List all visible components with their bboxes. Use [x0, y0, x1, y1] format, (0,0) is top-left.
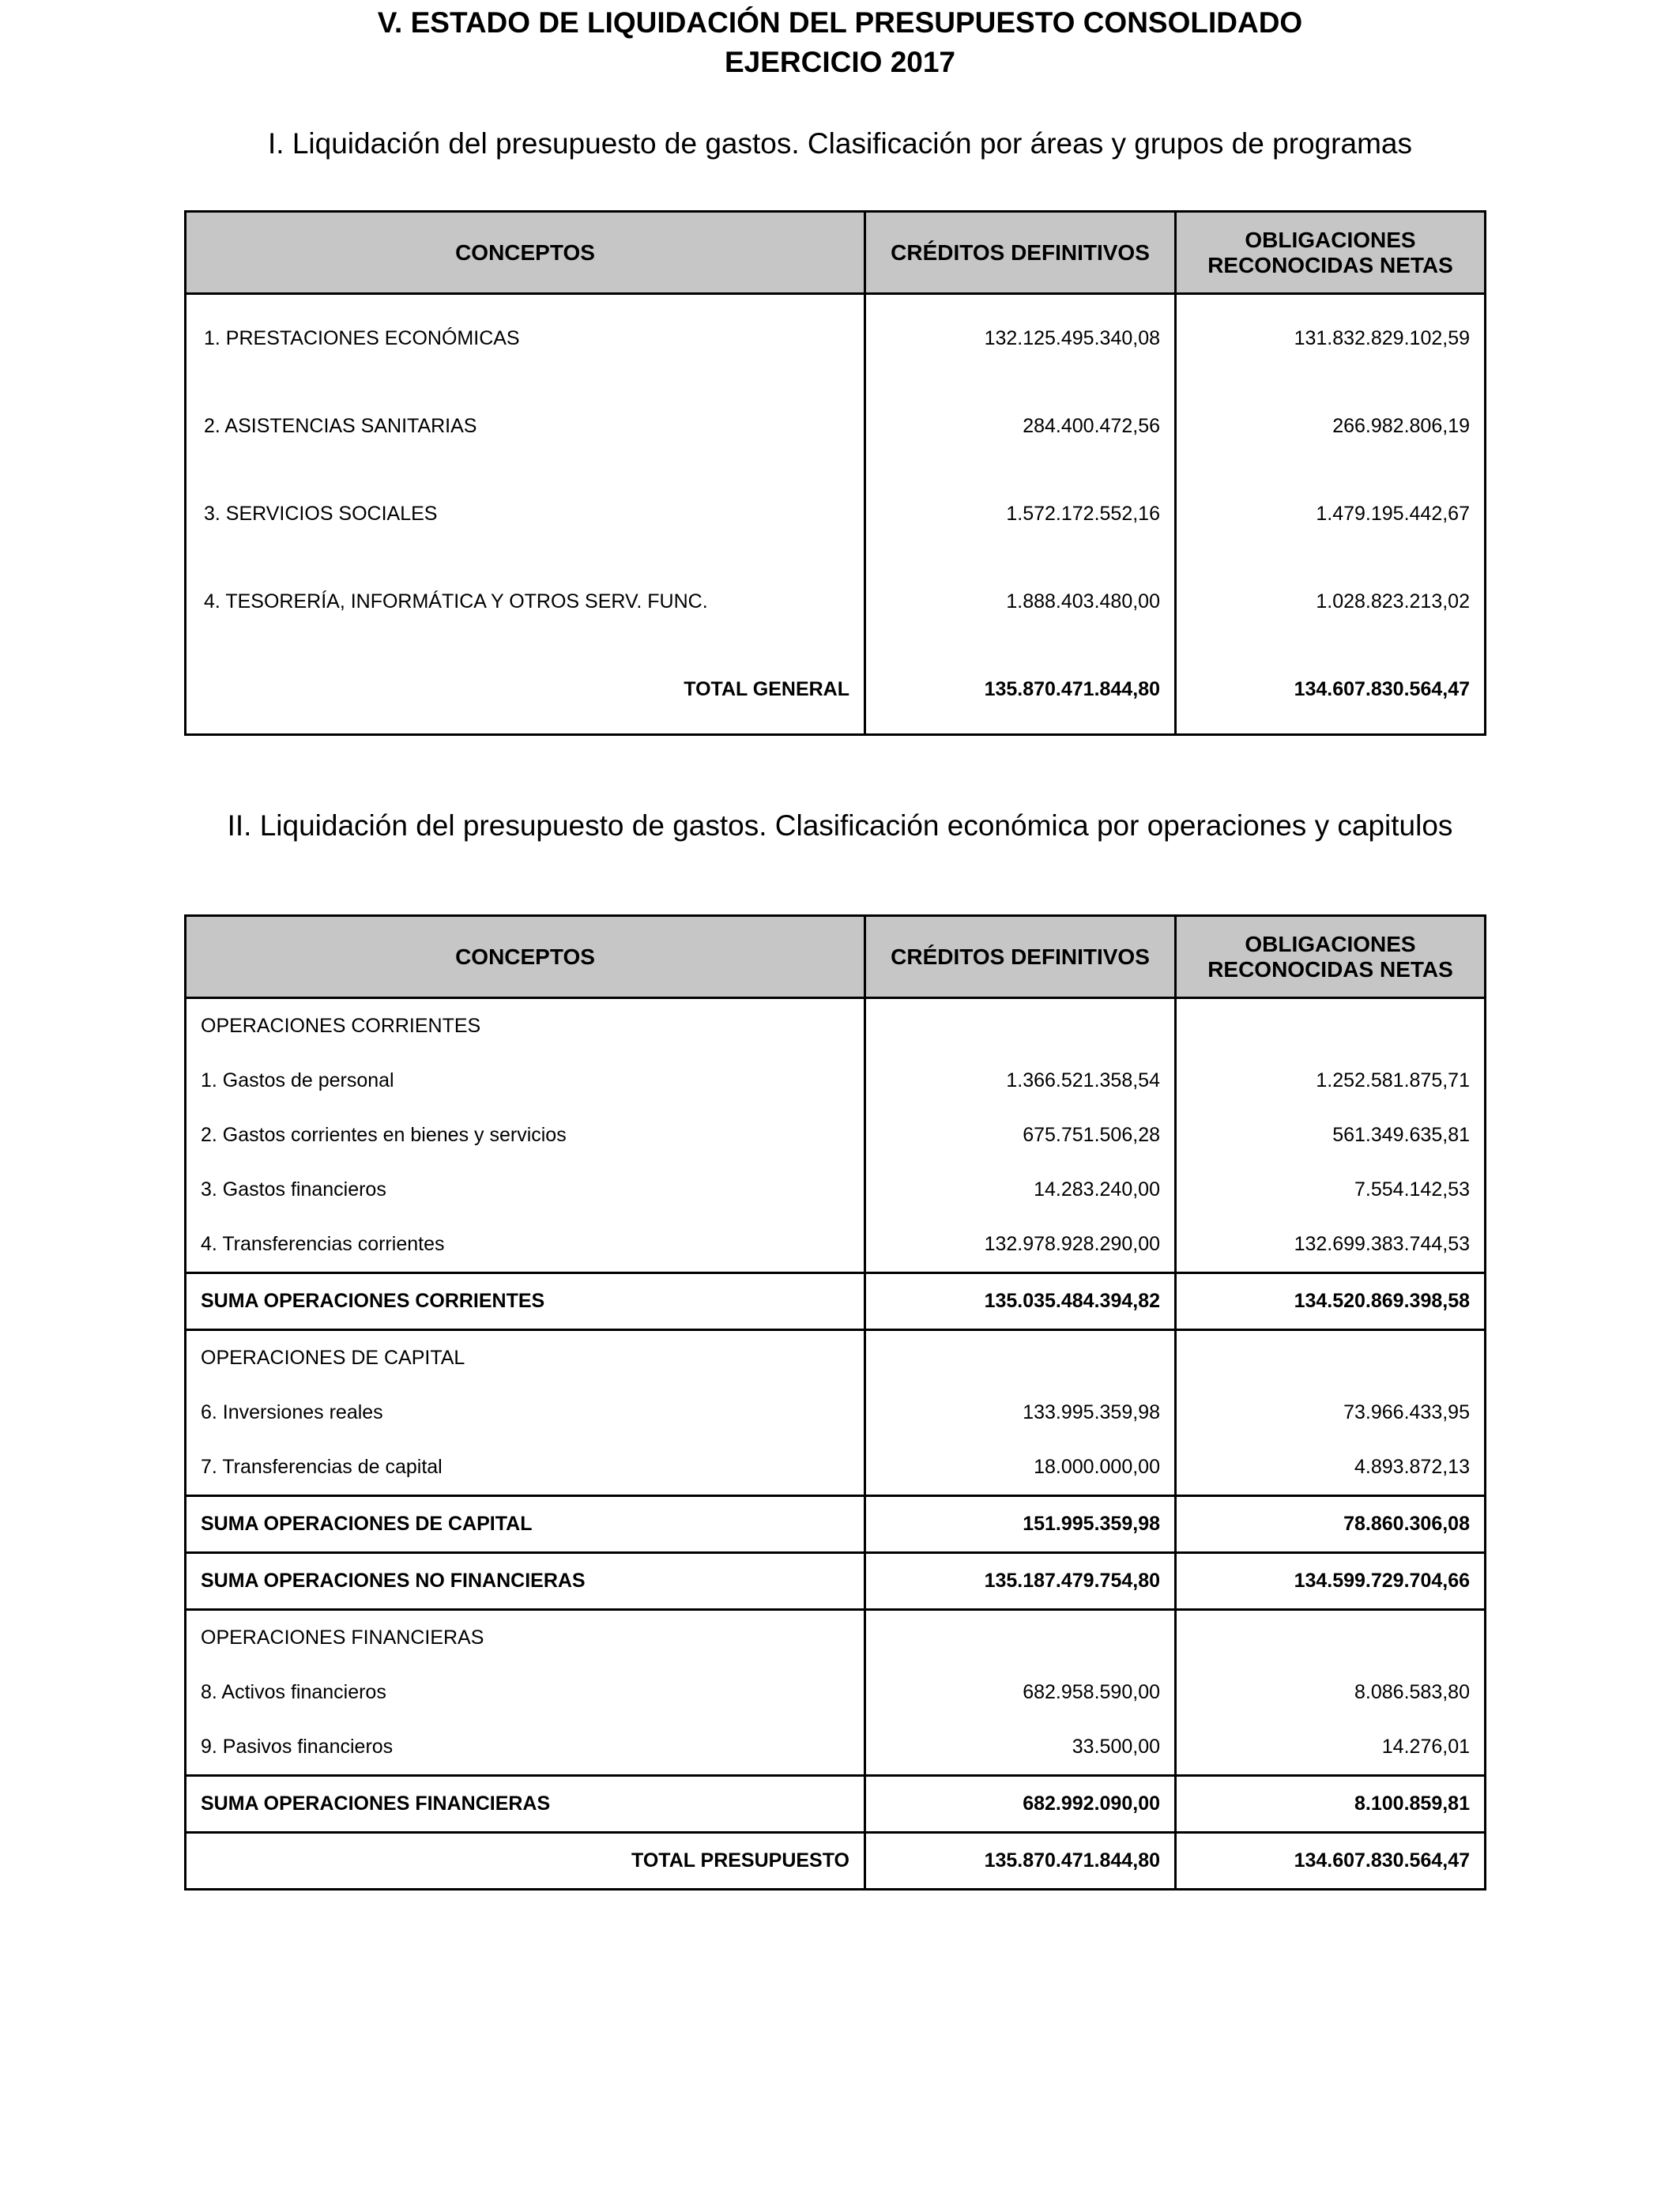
group-label: OPERACIONES CORRIENTES [186, 998, 865, 1054]
subtotal-obligaciones: 134.520.869.398,58 [1176, 1273, 1486, 1330]
concept-cell: 8. Activos financieros [186, 1665, 865, 1720]
obligaciones-cell: 1.252.581.875,71 [1176, 1054, 1486, 1108]
empty-cell [1176, 1330, 1486, 1386]
concept-cell: 9. Pasivos financieros [186, 1720, 865, 1776]
table-row [186, 1108, 1486, 1163]
creditos-cell: 132.978.928.290,00 [865, 1217, 1176, 1273]
total-general-row [186, 646, 1486, 735]
concept-cell: 2. ASISTENCIAS SANITARIAS [186, 383, 865, 470]
obligaciones-cell: 8.086.583,80 [1176, 1665, 1486, 1720]
group-header-row [186, 1610, 1486, 1666]
table-row [186, 1054, 1486, 1108]
creditos-cell: 1.888.403.480,00 [865, 558, 1176, 646]
concept-cell: 2. Gastos corrientes en bienes y servicios [186, 1108, 865, 1163]
concept-cell: 3. Gastos financieros [186, 1163, 865, 1217]
empty-cell [865, 1610, 1176, 1666]
empty-cell [865, 998, 1176, 1054]
table-header-row [186, 916, 1486, 998]
section-2-title: II. Liquidación del presupuesto de gastos. Clasificación económica por operaciones y capitulos [227, 809, 1453, 842]
title-line-2: EJERCICIO 2017 [724, 46, 956, 78]
group-header-row [186, 998, 1486, 1054]
subtotal-obligaciones: 134.599.729.704,66 [1176, 1553, 1486, 1610]
table-row [186, 1217, 1486, 1273]
total-obligaciones-cell: 134.607.830.564,47 [1176, 646, 1486, 735]
obligaciones-cell: 7.554.142,53 [1176, 1163, 1486, 1217]
obligaciones-cell: 132.699.383.744,53 [1176, 1217, 1486, 1273]
table-row [186, 1163, 1486, 1217]
total-creditos-cell: 135.870.471.844,80 [865, 646, 1176, 735]
group-label: OPERACIONES DE CAPITAL [186, 1330, 865, 1386]
empty-cell [1176, 998, 1486, 1054]
subtotal-creditos: 135.187.479.754,80 [865, 1553, 1176, 1610]
table-row [186, 294, 1486, 383]
header-obligaciones-line2: RECONOCIDAS NETAS [1207, 252, 1453, 277]
creditos-cell: 133.995.359,98 [865, 1385, 1176, 1440]
empty-cell [865, 1330, 1176, 1386]
creditos-cell: 18.000.000,00 [865, 1440, 1176, 1496]
creditos-cell: 675.751.506,28 [865, 1108, 1176, 1163]
header-obligaciones [1176, 212, 1486, 294]
obligaciones-cell: 14.276,01 [1176, 1720, 1486, 1776]
creditos-cell: 14.283.240,00 [865, 1163, 1176, 1217]
concept-cell: 4. Transferencias corrientes [186, 1217, 865, 1273]
subtotal-label: SUMA OPERACIONES CORRIENTES [186, 1273, 865, 1330]
header-obligaciones [1176, 916, 1486, 998]
subtotal-row [186, 1776, 1486, 1833]
concept-cell: 3. SERVICIOS SOCIALES [186, 470, 865, 558]
obligaciones-cell: 1.028.823.213,02 [1176, 558, 1486, 646]
total-obligaciones-cell: 134.607.830.564,47 [1176, 1833, 1486, 1890]
subtotal-label: SUMA OPERACIONES FINANCIERAS [186, 1776, 865, 1833]
document-title [0, 3, 1680, 82]
subtotal-creditos: 135.035.484.394,82 [865, 1273, 1176, 1330]
header-obligaciones-line1: OBLIGACIONES [1245, 227, 1416, 252]
total-presupuesto-row [186, 1833, 1486, 1890]
subtotal-row [186, 1553, 1486, 1610]
header-creditos: CRÉDITOS DEFINITIVOS [865, 916, 1176, 998]
header-creditos: CRÉDITOS DEFINITIVOS [865, 212, 1176, 294]
subtotal-row [186, 1273, 1486, 1330]
section-1-title: I. Liquidación del presupuesto de gastos. Clasificación por áreas y grupos de programas [268, 127, 1412, 160]
empty-cell [1176, 1610, 1486, 1666]
obligaciones-cell: 4.893.872,13 [1176, 1440, 1486, 1496]
title-line-1: V. ESTADO DE LIQUIDACIÓN DEL PRESUPUESTO CONSOLIDADO [377, 6, 1303, 39]
table-row [186, 558, 1486, 646]
concept-cell: 7. Transferencias de capital [186, 1440, 865, 1496]
concept-cell: 1. PRESTACIONES ECONÓMICAS [186, 294, 865, 383]
creditos-cell: 33.500,00 [865, 1720, 1176, 1776]
obligaciones-cell: 73.966.433,95 [1176, 1385, 1486, 1440]
header-conceptos: CONCEPTOS [186, 916, 865, 998]
total-creditos-cell: 135.870.471.844,80 [865, 1833, 1176, 1890]
table-row [186, 1385, 1486, 1440]
concept-cell: 1. Gastos de personal [186, 1054, 865, 1108]
group-label: OPERACIONES FINANCIERAS [186, 1610, 865, 1666]
subtotal-label: SUMA OPERACIONES DE CAPITAL [186, 1496, 865, 1553]
creditos-cell: 682.958.590,00 [865, 1665, 1176, 1720]
subtotal-obligaciones: 78.860.306,08 [1176, 1496, 1486, 1553]
table-row [186, 383, 1486, 470]
header-obligaciones-line2: RECONOCIDAS NETAS [1207, 956, 1453, 982]
table-clasificacion-economica [184, 914, 1486, 1891]
subtotal-creditos: 682.992.090,00 [865, 1776, 1176, 1833]
table-row [186, 1720, 1486, 1776]
obligaciones-cell: 266.982.806,19 [1176, 383, 1486, 470]
creditos-cell: 284.400.472,56 [865, 383, 1176, 470]
header-obligaciones-line1: OBLIGACIONES [1245, 931, 1416, 956]
creditos-cell: 1.572.172.552,16 [865, 470, 1176, 558]
group-header-row [186, 1330, 1486, 1386]
concept-cell: 6. Inversiones reales [186, 1385, 865, 1440]
creditos-cell: 1.366.521.358,54 [865, 1054, 1176, 1108]
table-areas-programas [184, 210, 1486, 736]
concept-cell: 4. TESORERÍA, INFORMÁTICA Y OTROS SERV. FUNC. [186, 558, 865, 646]
table-row [186, 1440, 1486, 1496]
subtotal-obligaciones: 8.100.859,81 [1176, 1776, 1486, 1833]
total-presupuesto-label: TOTAL PRESUPUESTO [186, 1833, 865, 1890]
subtotal-label: SUMA OPERACIONES NO FINANCIERAS [186, 1553, 865, 1610]
table-row [186, 1665, 1486, 1720]
subtotal-row [186, 1496, 1486, 1553]
header-conceptos: CONCEPTOS [186, 212, 865, 294]
obligaciones-cell: 561.349.635,81 [1176, 1108, 1486, 1163]
obligaciones-cell: 131.832.829.102,59 [1176, 294, 1486, 383]
subtotal-creditos: 151.995.359,98 [865, 1496, 1176, 1553]
total-general-label: TOTAL GENERAL [186, 646, 865, 735]
creditos-cell: 132.125.495.340,08 [865, 294, 1176, 383]
table-header-row [186, 212, 1486, 294]
table-row [186, 470, 1486, 558]
obligaciones-cell: 1.479.195.442,67 [1176, 470, 1486, 558]
